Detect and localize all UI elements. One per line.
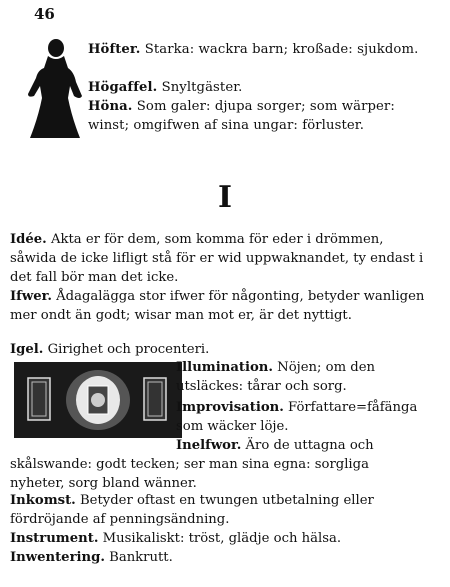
entry-instrument — [10, 529, 426, 548]
entry-illumination — [176, 358, 426, 396]
headword: Inwentering. — [10, 550, 105, 565]
page-number: 46 — [34, 5, 55, 23]
headword: Inelfwor. — [176, 438, 242, 453]
section-letter: I — [217, 180, 233, 215]
definition: Författare=fåfänga som wäcker löje. — [176, 400, 418, 435]
definition: Snyltgäster. — [161, 80, 243, 95]
definition: Som galer: djupa sorger; som wärper: winst; omgifwen af sina ungar: förluster. — [88, 99, 395, 133]
headword: Illumination. — [176, 360, 273, 375]
definition: Betyder oftast en twungen utbetalning eller fördröjande af penningsändning. — [10, 493, 374, 528]
definition: Äro de uttagna och — [245, 438, 374, 453]
entry-inelfwor-continued: skålswande: godt tecken; ser man sina egna: sorgliga nyheter, sorg bland wänner. — [10, 457, 369, 492]
definition: Akta er för dem, som komma för eder i drömmen, såwida de icke lifligt stå för er wid uppwaknandet, ty endast i det fall bör man det icke. — [10, 232, 424, 286]
entry-improvisation — [176, 398, 426, 436]
definition: Starka: wackra barn; kroßade: sjukdom. — [144, 42, 419, 57]
definition: Nöjen; om den utsläckes: tårar och sorg. — [176, 360, 376, 395]
headword: Igel. — [10, 342, 44, 357]
entry-inkomst — [10, 491, 426, 529]
headword: Höfter. — [88, 42, 141, 57]
woman-silhouette-illustration — [22, 38, 88, 140]
entry-inwentering — [10, 548, 426, 567]
entry-idee — [10, 230, 426, 288]
headword: Inkomst. — [10, 493, 76, 508]
illuminated-windows-illustration — [14, 362, 182, 438]
entry-igel — [10, 340, 426, 359]
entry-ifver — [10, 287, 426, 325]
headword: Högaffel. — [88, 80, 158, 95]
entry-inelfwor — [176, 436, 426, 455]
headword: Improvisation. — [176, 400, 284, 415]
headword: Ifwer. — [10, 289, 52, 304]
definition: Bankrutt. — [109, 550, 173, 565]
headword: Höna. — [88, 99, 133, 114]
entry-hogaffel — [88, 78, 424, 97]
headword: Instrument. — [10, 531, 99, 546]
definition: Musikaliskt: tröst, glädje och hälsa. — [102, 531, 342, 546]
definition: Ådagalägga stor ifwer för någonting, betyder wanligen mer ondt än godt; wisar man mot er, är det nyttigt. — [10, 289, 425, 324]
headword: Idée. — [10, 232, 47, 247]
entry-hona — [88, 97, 424, 135]
definition: Girighet och procenteri. — [47, 342, 210, 357]
entry-hofter — [88, 40, 424, 59]
